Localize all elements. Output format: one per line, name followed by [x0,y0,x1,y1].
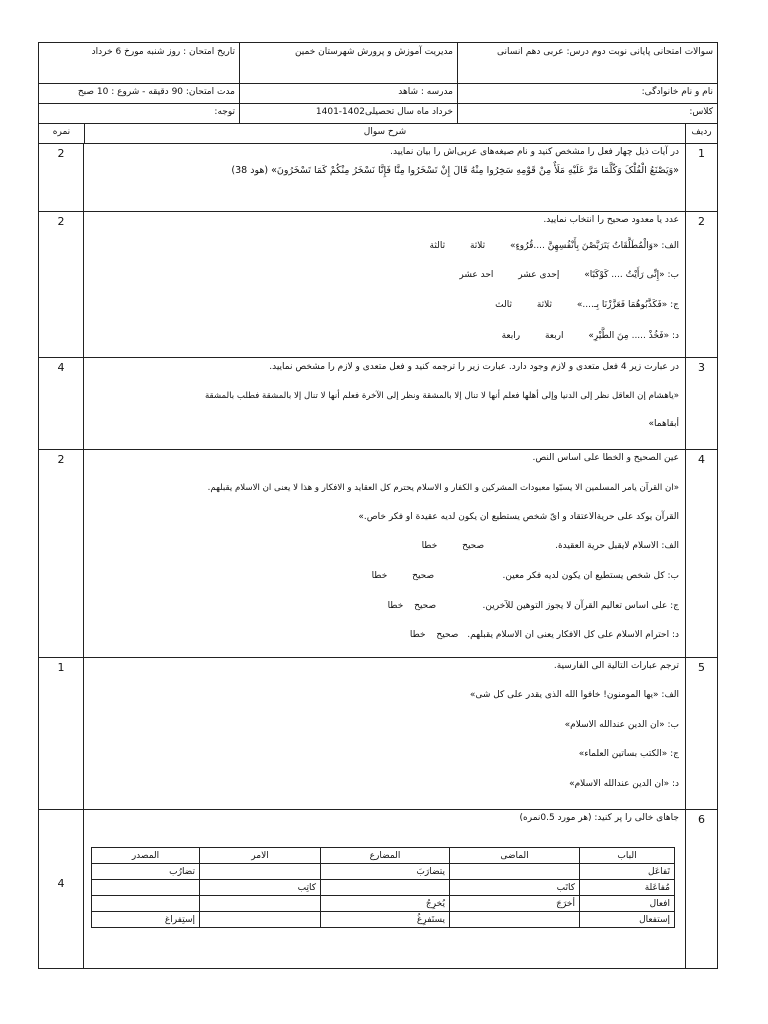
option-line [430,241,679,251]
radif-header: ردیف [685,123,717,143]
option-line [388,601,679,611]
question-score: 1 [39,657,84,809]
false-choice[interactable]: خطا [421,541,438,551]
cell[interactable] [92,880,200,896]
passage-text: «ان القرآن یامر المسلمین الا یسبّوا معبودات المشرکین و الکفار و الاسلام یحترم کل العقاید و الافکار و هذا لا یعنی ان الاسلام یقبلهم. [207,483,679,493]
question-score: 4 [39,809,84,969]
quran-verse: «وَیَصْنَعُ الْفُلْکَ وَکُلَّمَا مَرَّ عَلَیْهِ مَلَأٌ مِنْ قَوْمِهِ سَخِرُوا مِنْهُ قَالَ إِنْ تَسْخَرُوا مِنَّا فَإِنَّا نَسْخَرُ مِنْکُمْ کَمَا تَسْخَرُونَ» (هود 38) [231,165,679,176]
school-name: مدرسه : شاهد [239,83,457,103]
cell: أخرَجَ [450,896,580,912]
school-year: خرداد ماه سال تحصیلی1402-1401 [239,103,457,123]
table-row [92,864,675,880]
question-prompt: ترجم عبارات التالیة الی الفارسیة. [553,661,679,671]
question-body [83,809,685,969]
option-text: د: احترام الاسلام علی کل الافکار یعنی ان الاسلام یقبلهم. [467,630,679,640]
cell: مُفاعَلة [580,880,675,896]
table-header-row [92,848,675,864]
question-number: 1 [685,143,717,211]
true-choice[interactable]: صحیح [414,601,437,611]
cell[interactable] [321,880,450,896]
note-field: توجه: [214,107,235,117]
question-1 [39,143,717,212]
header-row-1 [39,43,717,84]
option-line [410,630,679,640]
question-score: 2 [39,211,84,357]
cell: إستِفراغ [92,912,200,928]
question-score: 2 [39,449,84,657]
question-body [83,211,685,357]
question-number: 4 [685,449,717,657]
column-headers [39,123,717,144]
question-number: 2 [685,211,717,357]
choice-a[interactable]: اربعة [544,331,564,341]
choice-b[interactable]: ثالث [495,300,512,310]
option-line [422,541,679,551]
cell: افعال [580,896,675,912]
question-text: أبقاهما» [648,419,679,429]
cell[interactable] [450,864,580,880]
question-text: «یاهشام إن العاقل نظر إلی الدنیا وإلی أهلها فعلم أنها لا تنال إلا بالمشقة ونظر إلی الآخرة فعلم أنها لا تنال إلا بالمشقة فطلب بالمشقة [204,391,679,401]
false-choice[interactable]: خطا [387,601,404,611]
class-field: کلاس: [457,103,717,123]
question-prompt: در عبارت زیر 4 فعل متعدی و لازم وجود دارد. عبارت زیر را ترجمه کنید و فعل متعدی و لازم را مشخص نمایید. [269,362,679,372]
option-line [502,331,679,341]
passage-text: القرآن یوکد علی حریةالاعتقاد و ایّ شخص یستطیع ان یکون لدیه عقیدة او فکر خاص.» [358,512,679,522]
question-5 [39,657,717,810]
question-number: 3 [685,357,717,449]
option-text: الف: «وَالْمُطَلَّقَاتُ یَتَرَبَّصْنَ بِأَنْفُسِهِنَّ ....قُرُوءٍ» [510,241,679,251]
cell[interactable] [200,912,321,928]
cell: یتضارَبَ [321,864,450,880]
choice-a[interactable]: إحدی عشر [518,270,560,280]
true-choice[interactable]: صحیح [412,571,435,581]
choice-b[interactable]: ثالثة [429,241,446,251]
false-choice[interactable]: خطا [371,571,388,581]
cell[interactable] [450,912,580,928]
cell: تضارُب [92,864,200,880]
exam-date: تاریخ امتحان : روز شنبه مورخ 6 خرداد [91,47,235,57]
education-office: مدیریت آموزش و پرورش شهرستان خمین [239,43,457,83]
option-text: ب: کل شخص یستطیع ان یکون لدیه فکر معین. [502,571,679,581]
cell[interactable] [92,896,200,912]
option-line [459,270,679,280]
option-line [495,300,679,310]
table-row [92,896,675,912]
cell[interactable] [200,864,321,880]
col-header: الامر [200,848,321,864]
table-row [92,912,675,928]
student-name-field: نام و نام خانوادگی: [457,83,717,103]
cell[interactable] [200,896,321,912]
option-line [372,571,679,581]
question-prompt: عین الصحیح و الخطا علی اساس النص. [532,453,679,463]
option-text: د: «فَخُذْ ..... مِنَ الطَّیْرِ» [588,331,679,341]
translation-item: ج: «الکتب بساتین العلماء» [578,749,679,759]
option-text: ج: «فَکَذَّبُوهُمَا فَعَزَّزْنَا بِـ....» [576,300,679,310]
question-prompt: عدد یا معدود صحیح را انتخاب نمایید. [543,215,679,225]
option-text: الف: الاسلام لایقبل حریة العقیدة. [555,541,679,551]
question-body [83,657,685,809]
exam-title: سوالات امتحانی پایانی نوبت دوم درس: عربی دهم انسانی [457,43,717,83]
question-score: 2 [39,143,84,211]
col-header: الماضی [450,848,580,864]
cell: یُخرِجُ [321,896,450,912]
question-2 [39,211,717,358]
cell: کاتَب [450,880,580,896]
exam-duration: مدت امتحان: 90 دقیقه - شروع : 10 صبح [77,87,235,97]
choice-b[interactable]: رابعة [501,331,521,341]
col-header: المصدر [92,848,200,864]
translation-item: ب: «ان الدین عندالله الاسلام» [564,720,679,730]
question-prompt: جاهای خالی را پر کنید: (هر مورد 0.5نمره) [519,813,679,823]
option-text: ب: «إِنِّی رَأَیْتُ .... کَوْکَبًا» [584,270,679,280]
question-number: 5 [685,657,717,809]
true-choice[interactable]: صحیح [462,541,485,551]
option-text: ج: علی اساس تعالیم القرآن لا یجوز التوهین للآخرین. [482,601,679,611]
true-choice[interactable]: صحیح [436,630,459,640]
choice-a[interactable]: ثلاثة [469,241,486,251]
col-header: الباب [580,848,675,864]
col-header: المضارع [321,848,450,864]
translation-item: الف: «یها المومنون! خافوا الله الذی یقدر علی کل شی» [469,690,679,700]
header-row-3 [39,103,717,124]
description-header: شرح سوال [84,123,685,143]
question-4 [39,449,717,658]
header-row-2 [39,83,717,104]
question-score: 4 [39,357,84,449]
table-row [92,880,675,896]
false-choice[interactable]: خطا [409,630,426,640]
score-header: نمره [52,127,71,137]
translation-item: د: «ان الدین عندالله الاسلام» [569,779,679,789]
question-body [83,143,685,211]
cell: کاتِب [200,880,321,896]
question-number: 6 [685,809,717,969]
choice-b[interactable]: احد عشر [459,270,494,280]
question-body [83,357,685,449]
cell: یستَفرِغُ [321,912,450,928]
question-3 [39,357,717,450]
choice-a[interactable]: ثلاثة [536,300,553,310]
cell: إستفعال [580,912,675,928]
verb-forms-table [91,847,675,928]
question-body [83,449,685,657]
question-prompt: در آیات ذیل چهار فعل را مشخص کنید و نام صیغه‌های عربی‌اش را بیان نمایید. [390,147,679,157]
cell: تَفاعَل [580,864,675,880]
exam-sheet [38,42,718,969]
question-6 [39,809,717,969]
